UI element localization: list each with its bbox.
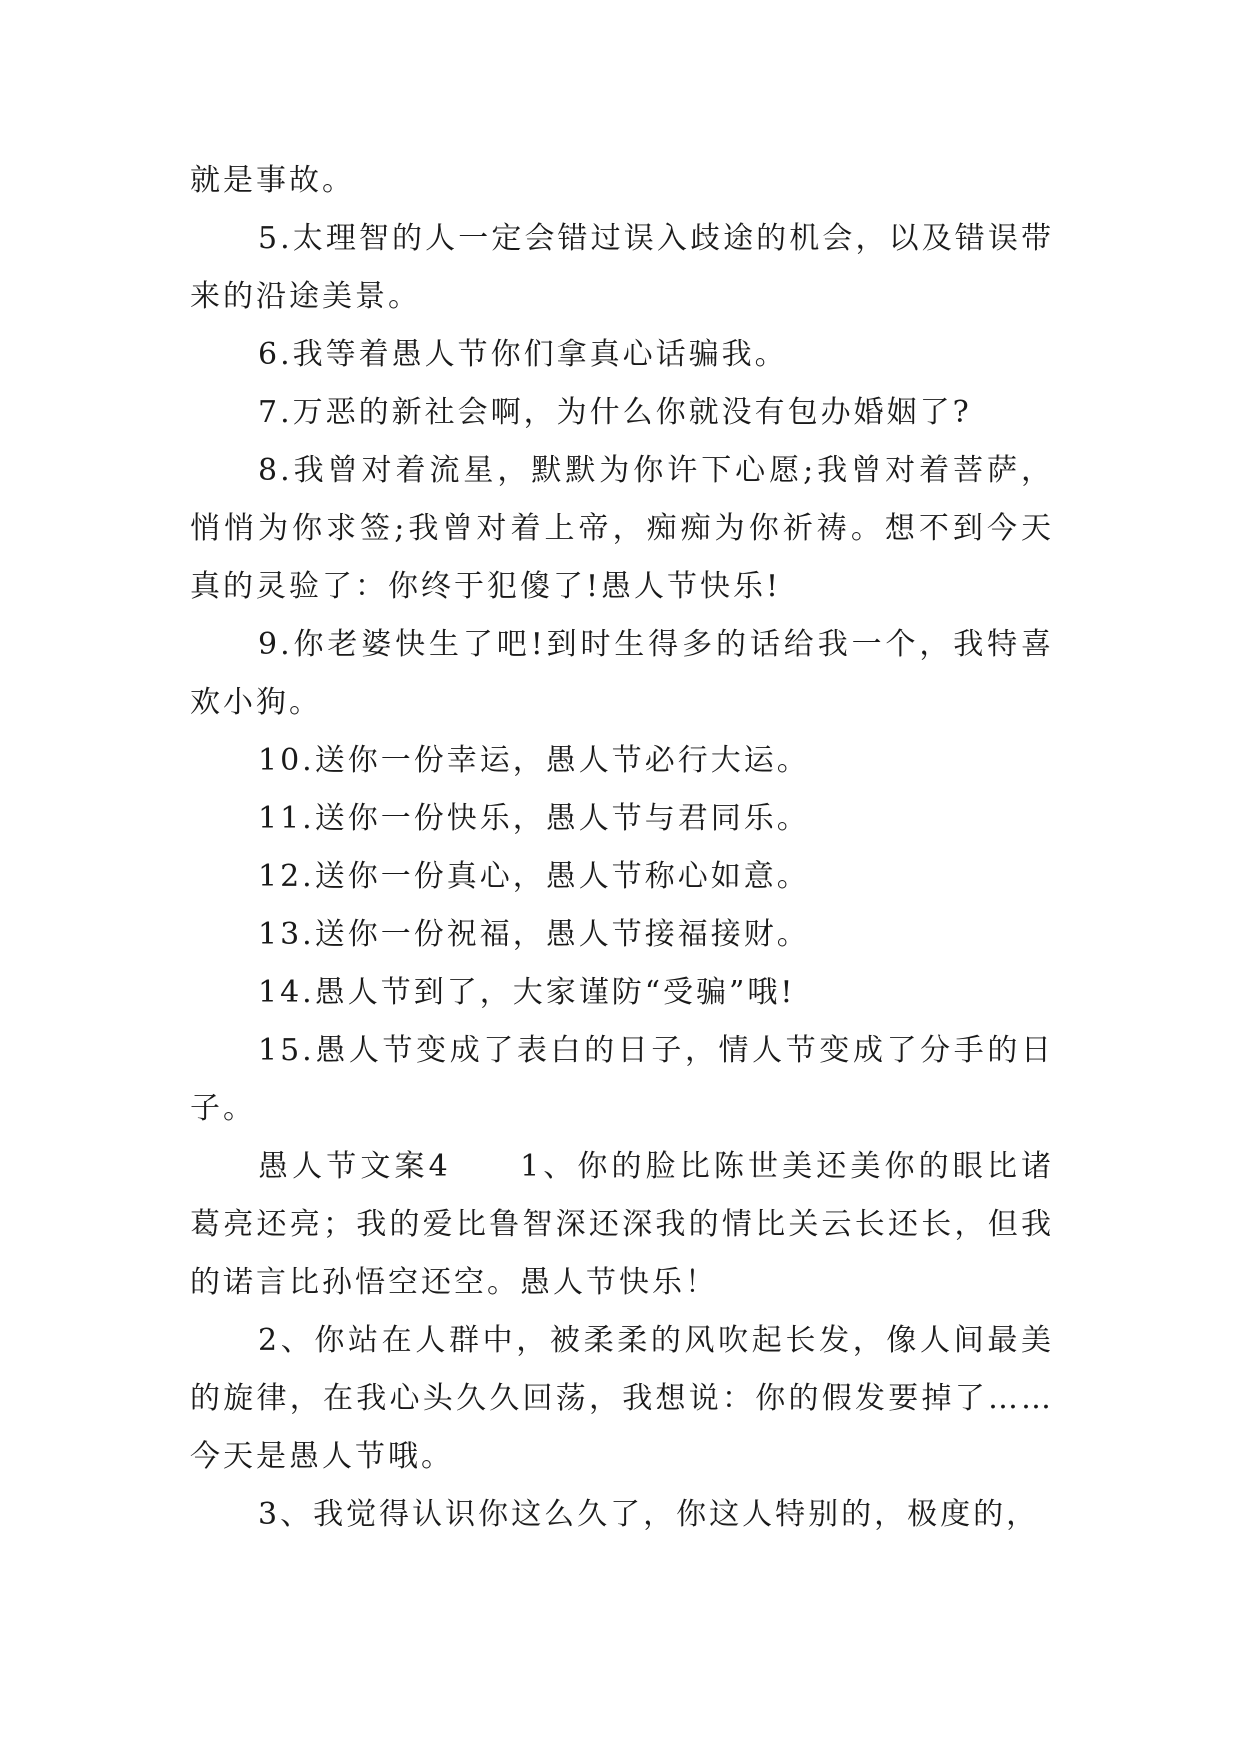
paragraph: 15.愚人节变成了表白的日子，情人节变成了分手的日子。 (190, 1033, 1054, 1126)
paragraph: 10.送你一份幸运，愚人节必行大运。 (258, 743, 810, 778)
paragraph: 8.我曾对着流星，默默为你许下心愿;我曾对着菩萨，悄悄为你求签;我曾对着上帝，痴痴为你祈祷。想不到今天真的灵验了：你终于犯傻了!愚人节快乐! (190, 453, 1054, 604)
paragraph: 7.万恶的新社会啊，为什么你就没有包办婚姻了? (258, 395, 972, 430)
paragraph: 2、你站在人群中，被柔柔的风吹起长发，像人间最美的旋律，在我心头久久回荡，我想说：你的假发要掉了……今天是愚人节哦。 (190, 1323, 1054, 1474)
paragraph: 3、我觉得认识你这么久了，你这人特别的，极度的， (258, 1497, 1040, 1532)
paragraph: 5.太理智的人一定会错过误入歧途的机会，以及错误带来的沿途美景。 (190, 221, 1054, 314)
paragraph: 13.送你一份祝福，愚人节接福接财。 (258, 917, 810, 952)
paragraph: 9.你老婆快生了吧!到时生得多的话给我一个，我特喜欢小狗。 (190, 627, 1054, 720)
paragraph: 6.我等着愚人节你们拿真心话骗我。 (258, 337, 788, 372)
section-heading-paragraph: 愚人节文案4 1、你的脸比陈世美还美你的眼比诸葛亮还亮；我的爱比鲁智深还深我的情比关云长还长，但我的诺言比孙悟空还空。愚人节快乐！ (190, 1149, 1054, 1300)
paragraph: 14.愚人节到了，大家谨防“受骗”哦! (258, 975, 796, 1010)
paragraph: 11.送你一份快乐，愚人节与君同乐。 (258, 801, 810, 836)
document-body (190, 152, 1054, 1544)
paragraph: 12.送你一份真心，愚人节称心如意。 (258, 859, 810, 894)
paragraph: 就是事故。 (190, 163, 355, 198)
